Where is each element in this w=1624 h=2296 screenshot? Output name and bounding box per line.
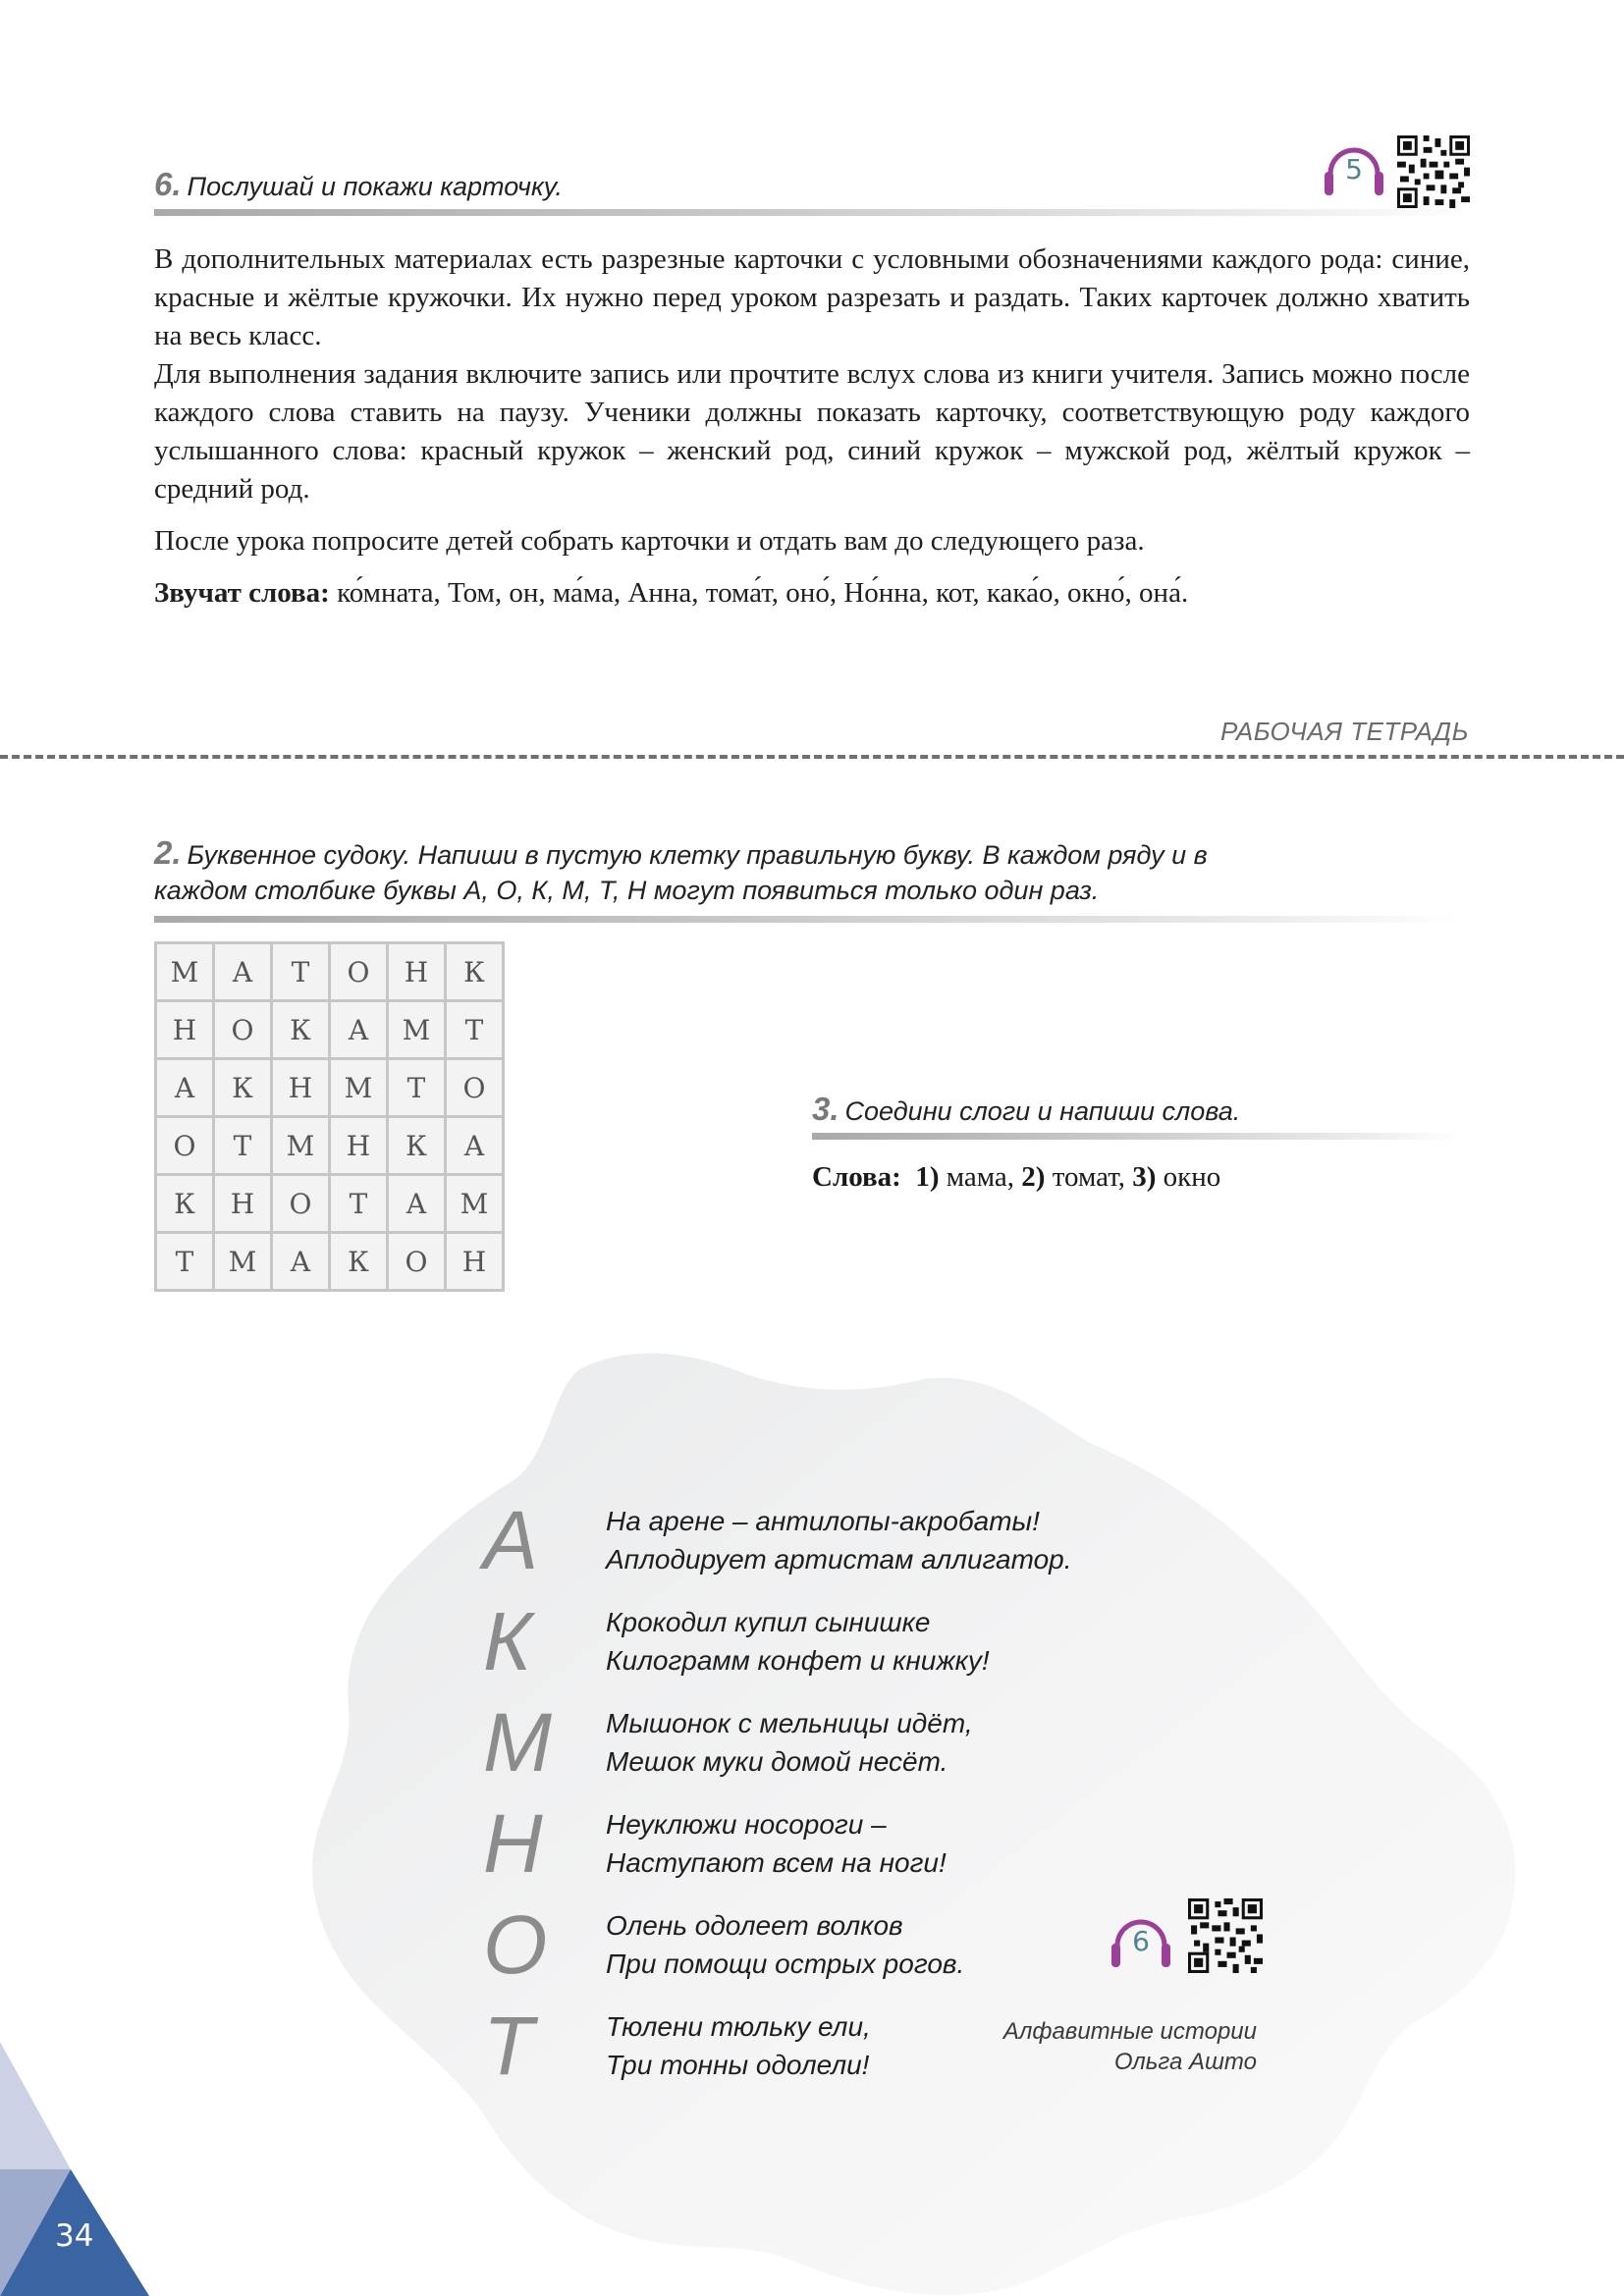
acrostic-letter: М <box>483 1696 552 1789</box>
task-3-number: 3. <box>812 1091 839 1127</box>
sudoku-cell[interactable]: О <box>273 1176 328 1231</box>
task-6-number: 6. <box>154 166 182 202</box>
task-6-title: Послушай и покажи карточку. <box>187 172 563 201</box>
sudoku-cell[interactable]: Т <box>273 944 328 999</box>
sudoku-cell[interactable]: Т <box>447 1002 502 1057</box>
sudoku-cell[interactable]: Н <box>273 1060 328 1115</box>
sudoku-cell[interactable]: К <box>157 1176 212 1231</box>
sudoku-cell[interactable]: О <box>215 1002 270 1057</box>
poem-line: Мышонок с мельницы идёт, <box>606 1708 973 1738</box>
words-label: Звучат слова: <box>154 577 330 609</box>
poem-line: Мешок муки домой несёт. <box>606 1746 948 1777</box>
sudoku-cell[interactable]: А <box>157 1060 212 1115</box>
task-2-number: 2. <box>154 834 182 871</box>
sudoku-cell[interactable]: А <box>389 1176 444 1231</box>
poem-stanza <box>606 1502 1072 1578</box>
sudoku-cell[interactable]: Н <box>157 1002 212 1057</box>
page-number: 34 <box>55 2218 94 2254</box>
poem-line: Аплодирует артистам аллигатор. <box>606 1544 1072 1575</box>
poem-stanza <box>606 1805 947 1882</box>
poem-stanza <box>606 1906 964 1983</box>
sudoku-cell[interactable]: К <box>215 1060 270 1115</box>
audio-track-number: 5 <box>1345 153 1363 186</box>
answer-number: 3) <box>1132 1161 1157 1193</box>
audio-track-number: 6 <box>1132 1925 1150 1957</box>
poem-line: Наступают всем на ноги! <box>606 1847 947 1878</box>
sudoku-cell[interactable]: О <box>157 1118 212 1173</box>
acrostic-letter: О <box>483 1898 548 1991</box>
acrostic-letter: Н <box>483 1797 543 1890</box>
poem-stanza <box>606 1603 990 1680</box>
sudoku-cell[interactable]: М <box>389 1002 444 1057</box>
sudoku-cell[interactable]: А <box>331 1002 386 1057</box>
sudoku-cell[interactable]: М <box>157 944 212 999</box>
poem-line: Тюлени тюльку ели, <box>606 2011 871 2042</box>
sudoku-cell[interactable]: Т <box>389 1060 444 1115</box>
sudoku-cell[interactable]: О <box>331 944 386 999</box>
poem-line: При помощи острых рогов. <box>606 1949 965 1979</box>
answer-word: томат, <box>1052 1161 1125 1193</box>
poem-line: Килограмм конфет и книжку! <box>606 1645 990 1676</box>
instruction-paragraph: После урока попросите детей собрать карточки и отдать вам до следующего раза. <box>154 525 1145 557</box>
task-2-title-line2: каждом столбике буквы А, О, К, М, Т, Н могут появиться только один раз. <box>154 876 1100 905</box>
sudoku-cell[interactable]: Т <box>331 1176 386 1231</box>
poem-author: Ольга Ашто <box>1113 2049 1257 2075</box>
sudoku-cell[interactable]: М <box>273 1118 328 1173</box>
poem-line: Неуклюжи носороги – <box>606 1809 887 1840</box>
sudoku-cell[interactable]: Н <box>447 1234 502 1289</box>
sudoku-cell[interactable]: Т <box>157 1234 212 1289</box>
answer-word: мама, <box>946 1161 1015 1193</box>
answer-number: 1) <box>915 1161 940 1193</box>
sudoku-cell[interactable]: К <box>389 1118 444 1173</box>
words-list: ко́мната, Том, он, ма́ма, Анна, тома́т, оно́, Но́нна, кот, кака́о, окно́, она́. <box>337 577 1189 609</box>
sudoku-cell[interactable]: М <box>331 1060 386 1115</box>
instruction-paragraph: В дополнительных материалах есть разрезные карточки с условными обозначениями каждого рода: синие, красные и жёлтые кружочки. Их нужно перед уроком разрезать и раздать. Таких карточек должно хватить на весь класс. <box>154 243 1470 351</box>
poem-line: Крокодил купил сынишке <box>606 1607 931 1637</box>
sudoku-cell[interactable]: А <box>447 1118 502 1173</box>
poem-line: Три тонны одолели! <box>606 2050 870 2080</box>
sudoku-cell[interactable]: О <box>389 1234 444 1289</box>
answer-word: окно <box>1163 1161 1221 1193</box>
poem-stanza <box>606 2007 871 2084</box>
poem-source-title: Алфавитные истории <box>1002 2018 1257 2045</box>
audio-track-6-button[interactable] <box>1108 1914 1174 1969</box>
poem-credit <box>1003 2016 1257 2077</box>
sudoku-cell[interactable]: А <box>215 944 270 999</box>
answers-label: Слова: <box>812 1161 901 1193</box>
answer-number: 2) <box>1021 1161 1046 1193</box>
sudoku-cell[interactable]: Н <box>331 1118 386 1173</box>
sudoku-cell[interactable]: К <box>331 1234 386 1289</box>
sudoku-cell[interactable]: Н <box>215 1176 270 1231</box>
sudoku-cell[interactable]: Н <box>389 944 444 999</box>
sudoku-cell[interactable]: К <box>447 944 502 999</box>
poem-line: Олень одолеет волков <box>606 1910 903 1941</box>
sudoku-cell[interactable]: А <box>273 1234 328 1289</box>
poem-stanza <box>606 1704 973 1781</box>
sudoku-cell[interactable]: М <box>447 1176 502 1231</box>
sudoku-cell[interactable]: О <box>447 1060 502 1115</box>
task-2-title-line1: Буквенное судоку. Напиши в пустую клетку правильную букву. В каждом ряду и в <box>187 840 1208 870</box>
poem-line: На арене – антилопы-акробаты! <box>606 1506 1040 1536</box>
qr-code-icon[interactable] <box>1188 1898 1263 1973</box>
instruction-paragraph: Для выполнения задания включите запись или прочтите вслух слова из книги учителя. Запись можно после каждого слова ставить на паузу. Ученики должны показать карточку, соответствующую роду каждого услышанного слова: красный кружок – женский род, синий кружок – мужской род, жёлтый кружок – средний род. <box>154 358 1470 505</box>
acrostic-letter: А <box>483 1494 539 1586</box>
sudoku-cell[interactable]: М <box>215 1234 270 1289</box>
sudoku-cell[interactable]: К <box>273 1002 328 1057</box>
sudoku-cell[interactable]: Т <box>215 1118 270 1173</box>
workbook-label: РАБОЧАЯ ТЕТРАДЬ <box>1220 717 1469 746</box>
task-3-title: Соедини слоги и напиши слова. <box>844 1096 1241 1126</box>
acrostic-letter: Т <box>483 2000 534 2092</box>
acrostic-letter: К <box>483 1595 532 1687</box>
